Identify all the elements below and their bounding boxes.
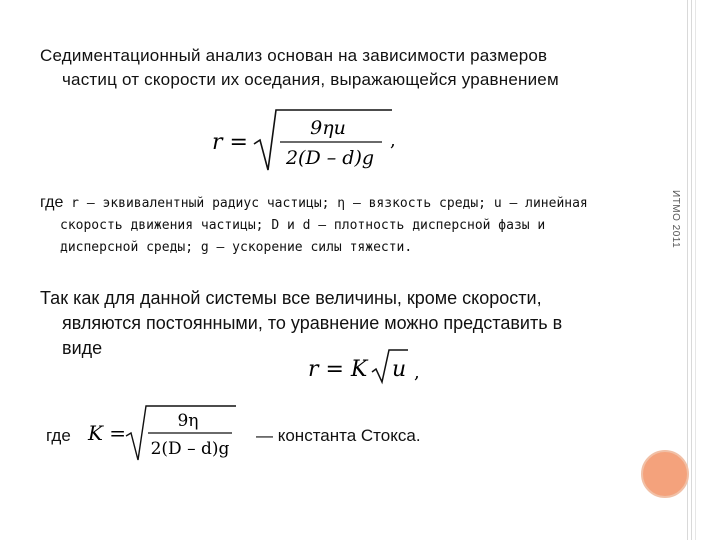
decorative-circle bbox=[641, 450, 689, 498]
para2-line-1: Так как для данной системы все величины, кроме скорости, bbox=[40, 288, 542, 308]
intro-line-2: частиц от скорости их оседания, выражающейся уравнением bbox=[62, 70, 559, 89]
frame-line bbox=[695, 0, 696, 540]
where-line-3: дисперсной среды; g — ускорение силы тяжести. bbox=[60, 240, 413, 255]
formula2-radicand: u bbox=[392, 357, 407, 382]
formula3-lhs: K = bbox=[88, 421, 127, 445]
formula2-lhs: r = K bbox=[308, 357, 368, 382]
para2-line-3: виде bbox=[62, 338, 103, 358]
intro-paragraph bbox=[40, 44, 660, 92]
para2-line-2: являются постоянными, то уравнение можно представить в bbox=[62, 313, 563, 333]
where-explanation bbox=[40, 192, 660, 259]
formula2-trail: , bbox=[414, 362, 420, 383]
frame-line bbox=[687, 0, 688, 540]
side-label: ИТМО 2011 bbox=[670, 190, 681, 249]
where-word: где bbox=[40, 194, 64, 211]
intro-line-1: Седиментационный анализ основан на зависимости размеров bbox=[40, 46, 548, 65]
formula1-denominator: 2(D – d)g bbox=[285, 147, 375, 169]
formula1-numerator: 9ηu bbox=[310, 117, 346, 139]
formula-simplified bbox=[306, 346, 426, 386]
formula1-lhs: r = bbox=[212, 130, 248, 155]
frame-line bbox=[691, 0, 692, 540]
formula3-numerator: 9η bbox=[177, 411, 199, 431]
where-line-1: r — эквивалентный радиус частицы; η — вязкость среды; u — линейная bbox=[63, 196, 588, 211]
formula3-denominator: 2(D – d)g bbox=[150, 439, 230, 459]
formula-stokes-constant bbox=[86, 402, 246, 464]
formula1-trail: , bbox=[390, 130, 396, 151]
where-line-2: скорость движения частицы; D и d — плотность дисперсной фазы и bbox=[60, 218, 546, 233]
stokes-constant-label: — константа Стокса. bbox=[256, 426, 421, 445]
where-word-2: где bbox=[46, 426, 71, 445]
formula-radius bbox=[210, 106, 400, 176]
